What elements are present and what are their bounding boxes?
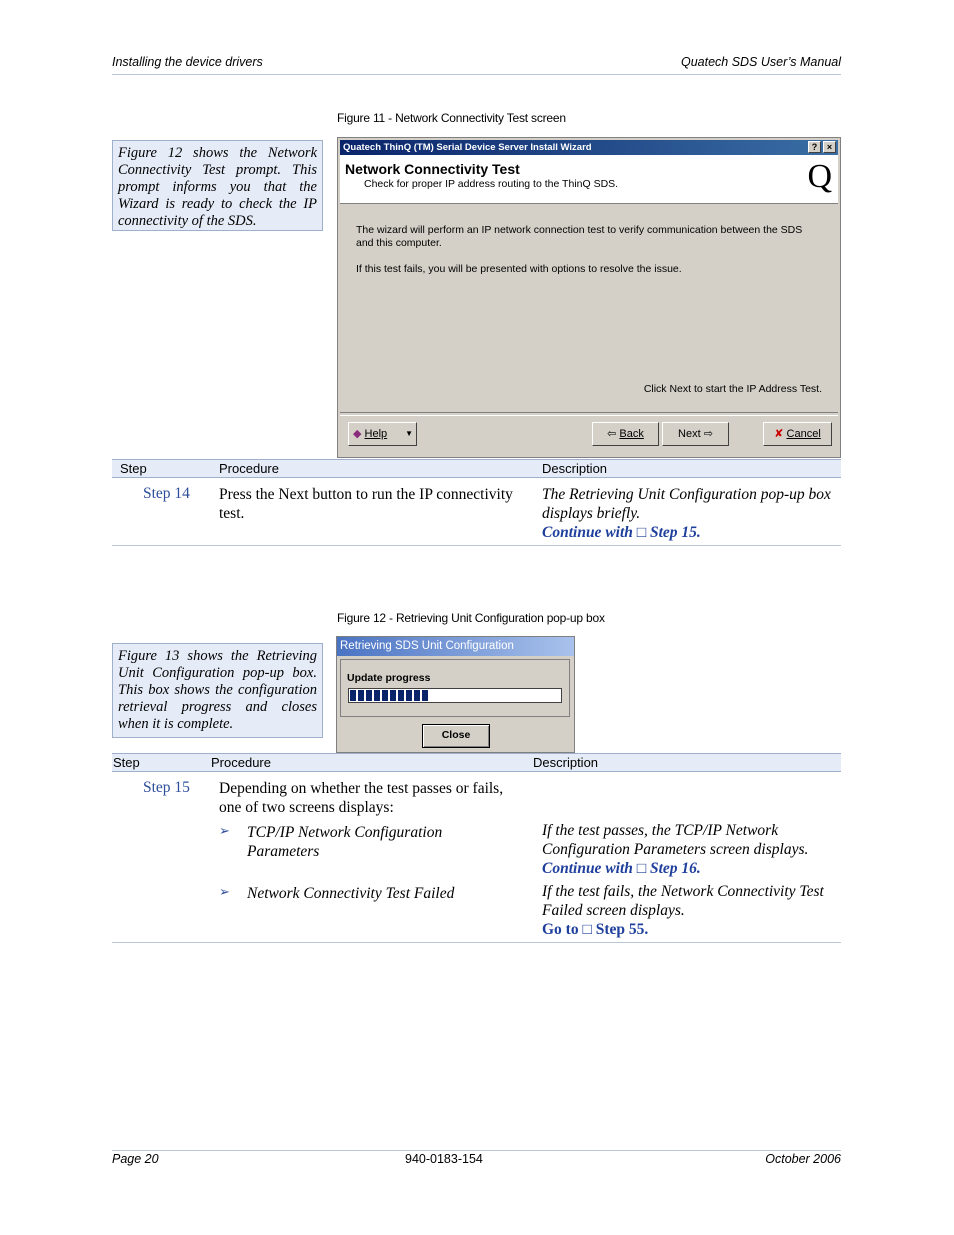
- footer-date: October 2006: [765, 1152, 841, 1166]
- dialog-body-2: If this test fails, you will be presented with options to resolve the issue.: [356, 263, 682, 275]
- network-connectivity-dialog: [337, 137, 841, 458]
- table-2-header: [112, 753, 841, 772]
- back-label: Back: [619, 428, 644, 440]
- footer-page: Page 20: [112, 1152, 159, 1166]
- retrieving-config-popup: [336, 636, 575, 753]
- figure-12-sidenote: Figure 13 shows the Retrieving Unit Configuration pop-up box. This box shows the configuration retrieval progress and closes when it is complete.: [112, 643, 323, 738]
- step-15-procedure: Depending on whether the test passes or fails, one of two screens displays:: [219, 780, 504, 816]
- figure-11-caption: Figure 11 - Network Connectivity Test screen: [337, 111, 566, 125]
- dialog-titlebar: [340, 140, 838, 155]
- step-15-label: Step 15: [143, 779, 190, 796]
- dialog-subheading: Check for proper IP address routing to the ThinQ SDS.: [364, 178, 619, 190]
- help-button[interactable]: [348, 422, 417, 446]
- cancel-x-icon: ✘: [774, 428, 784, 440]
- step-14-desc-text: The Retrieving Unit Configuration pop-up box displays briefly.: [542, 486, 831, 522]
- footer-rule: [112, 1150, 841, 1151]
- col-procedure: Procedure: [211, 755, 271, 770]
- dialog-heading: Network Connectivity Test: [345, 161, 520, 177]
- help-label: Help: [364, 428, 388, 440]
- figure-11-sidenote: Figure 12 shows the Network Connectivity Test prompt. This prompt informs you that the Wizard is ready to check the IP connectivity of the SDS.: [112, 140, 323, 231]
- step-14-label: Step 14: [143, 485, 190, 502]
- col-description: Description: [533, 755, 599, 770]
- bullet-2-text: Network Connectivity Test Failed: [247, 885, 455, 902]
- dialog-title: Quatech ThinQ (TM) Serial Device Server Install Wizard: [343, 142, 592, 153]
- dialog-separator: [340, 412, 838, 416]
- footer-doc-number: 940-0183-154: [405, 1152, 483, 1166]
- dropdown-arrow-icon: ▼: [405, 429, 413, 438]
- next-button[interactable]: [662, 422, 729, 446]
- cancel-label: Cancel: [786, 428, 821, 440]
- figure-12-caption: Figure 12 - Retrieving Unit Configuration pop-up box: [337, 611, 605, 625]
- progress-label: Update progress: [347, 672, 431, 684]
- bullet-2-desc-text: If the test fails, the Network Connectivity Test Failed screen displays.: [542, 883, 824, 919]
- header-right: Quatech SDS User’s Manual: [680, 55, 841, 69]
- cancel-button[interactable]: [763, 422, 832, 446]
- dialog-banner: [340, 155, 838, 204]
- step-14-procedure: Press the Next button to run the IP connectivity test.: [219, 486, 513, 522]
- header-left: Installing the device drivers: [112, 55, 263, 69]
- step-55-link[interactable]: Go to □ Step 55.: [542, 921, 649, 938]
- dialog-hint: Click Next to start the IP Address Test.: [643, 383, 822, 395]
- header-rule: [112, 74, 841, 75]
- popup-close-button[interactable]: Close: [422, 724, 490, 748]
- col-description: Description: [542, 461, 608, 476]
- col-step: Step: [113, 755, 140, 770]
- popup-title: Retrieving SDS Unit Configuration: [337, 637, 574, 656]
- update-progress-bar: [348, 688, 562, 703]
- book-icon: ◆: [353, 428, 362, 440]
- bullet-arrow-icon: ➢: [219, 884, 230, 899]
- quatech-logo-icon: Q: [807, 158, 832, 195]
- bullet-2-description: [542, 882, 840, 939]
- bullet-arrow-icon: ➢: [219, 823, 230, 838]
- bullet-1-text: TCP/IP Network Configuration Parameters: [247, 824, 443, 860]
- step-15-link[interactable]: Continue with □ Step 15.: [542, 524, 701, 541]
- table-2-bottom-rule: [112, 942, 841, 943]
- close-title-button[interactable]: ×: [823, 141, 836, 153]
- bullet-1-description: [542, 821, 840, 878]
- col-procedure: Procedure: [219, 461, 279, 476]
- popup-progress-group: [340, 659, 570, 717]
- next-label: Next: [678, 428, 701, 440]
- dialog-body-1: The wizard will perform an IP network connection test to verify communication between the SDS and this computer.: [356, 224, 803, 249]
- step-14-description: [542, 485, 840, 542]
- back-arrow-icon: ⇦: [607, 428, 617, 440]
- table-1-bottom-rule: [112, 545, 841, 546]
- back-button[interactable]: [592, 422, 659, 446]
- bullet-1-desc-text: If the test passes, the TCP/IP Network Configuration Parameters screen displays.: [542, 822, 809, 858]
- next-arrow-icon: ⇨: [703, 428, 713, 440]
- step-16-link[interactable]: Continue with □ Step 16.: [542, 860, 701, 877]
- col-step: Step: [120, 461, 147, 476]
- help-title-button[interactable]: ?: [808, 141, 821, 153]
- table-1-header: [112, 459, 841, 478]
- progress-fill: [350, 690, 430, 701]
